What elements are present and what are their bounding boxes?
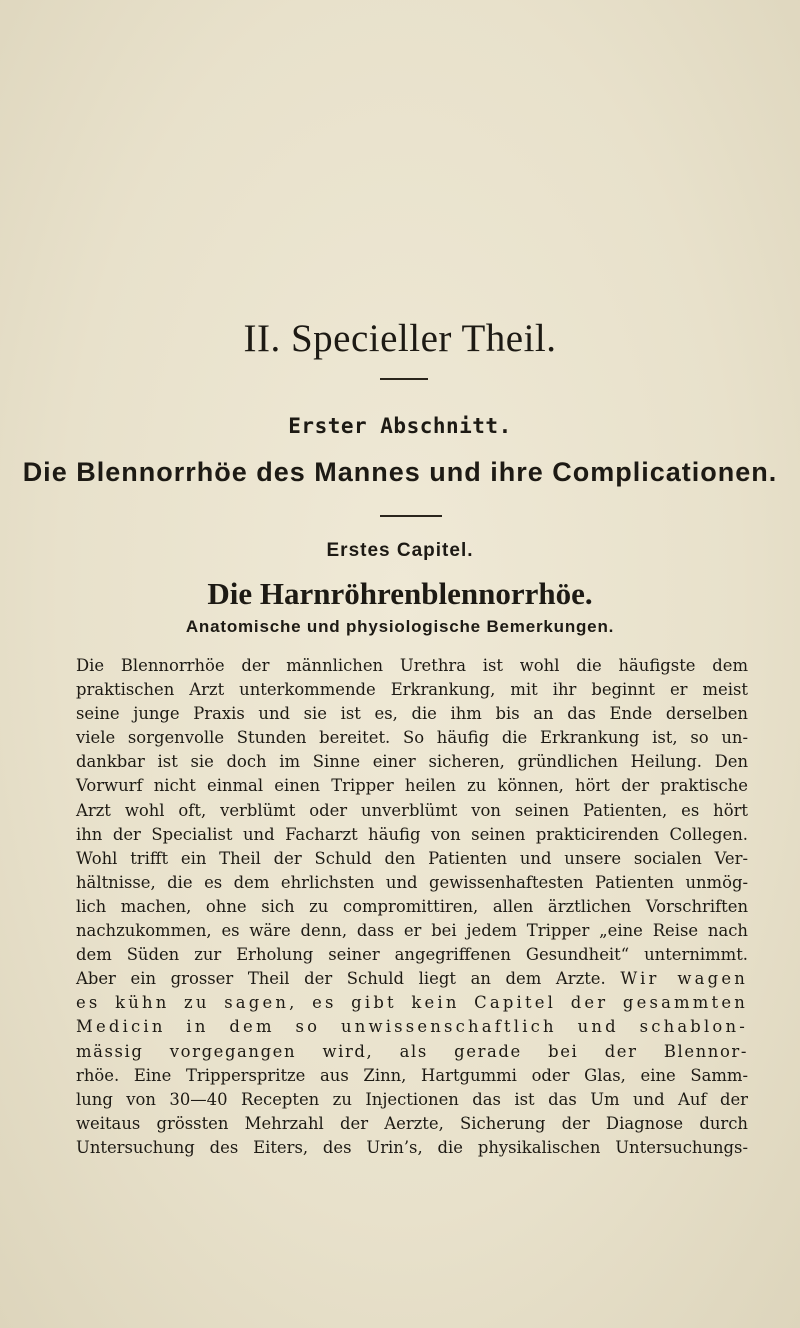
text-line: weitaus grössten Mehrzahl der Aerzte, Sicherung der Diagnose durch — [76, 1113, 748, 1133]
chapter-title: Die Harnröhrenblennorrhöe. — [207, 576, 593, 611]
emphasis-line: es kühn zu sagen, es gibt kein Capitel der gesammten — [76, 993, 748, 1013]
section-label: Erster Abschnitt. — [288, 414, 512, 438]
text-line: lich machen, ohne sich zu compromittiren, allen ärztlichen Vorschriften — [76, 896, 748, 916]
part-title: II. Specieller Theil. — [243, 317, 557, 360]
text-line: Vorwurf nicht einmal einen Tripper heilen zu können, hört der praktische — [76, 776, 748, 796]
text-line: seine junge Praxis und sie ist es, die ihm bis an das Ende derselben — [76, 704, 748, 724]
text-line: dem Süden zur Erholung seiner angegriffenen Gesundheit“ unternimmt. — [76, 945, 748, 965]
text-line: lung von 30—40 Recepten zu Injectionen das ist das Um und Auf der — [76, 1089, 748, 1109]
text-line: nachzukommen, es wäre denn, dass er bei jedem Tripper „eine Reise nach — [76, 921, 748, 941]
emphasis-text: Wir wagen — [620, 969, 748, 989]
body-text — [76, 654, 748, 1160]
text-line: hältnisse, die es dem ehrlichsten und gewissenhaftesten Patienten unmög- — [76, 872, 748, 892]
section-title: Die Blennorrhöe des Mannes und ihre Complicationen. — [22, 457, 778, 487]
text-line — [76, 967, 748, 991]
text-line: Arzt wohl oft, verblümt oder unverblümt von seinen Patienten, es hört — [76, 800, 748, 820]
text-segment: Aber ein grosser Theil der Schuld liegt an dem Arzte. — [76, 969, 606, 989]
text-line: Wohl trifft ein Theil der Schuld den Patienten und unsere socialen Ver- — [76, 848, 748, 868]
text-line: viele sorgenvolle Stunden bereitet. So häufig die Erkrankung ist, so un- — [76, 728, 748, 748]
chapter-subtitle: Anatomische und physiologische Bemerkungen. — [185, 617, 615, 636]
divider-rule — [380, 515, 442, 517]
text-line: mässig vorgegangen wird, als gerade bei der Blennor- — [76, 1041, 748, 1061]
text-line: Die Blennorrhöe der männlichen Urethra ist wohl die häufigste dem — [76, 656, 748, 675]
chapter-label: Erstes Capitel. — [326, 540, 474, 561]
divider-rule — [380, 378, 428, 380]
text-line: rhöe. Eine Tripperspritze aus Zinn, Hartgummi oder Glas, eine Samm- — [76, 1065, 748, 1085]
text-line: Untersuchung des Eiters, des Urin’s, die physikalischen Untersuchungs- — [76, 1137, 748, 1157]
text-line: praktischen Arzt unterkommende Erkrankung, mit ihr beginnt er meist — [76, 680, 748, 700]
text-line: ihn der Specialist und Facharzt häufig von seinen prakticirenden Collegen. — [76, 824, 748, 844]
emphasis-line: Medicin in dem so unwissenschaftlich und schablon- — [76, 1017, 748, 1037]
text-line: dankbar ist sie doch im Sinne einer sicheren, gründlichen Heilung. Den — [76, 752, 748, 772]
